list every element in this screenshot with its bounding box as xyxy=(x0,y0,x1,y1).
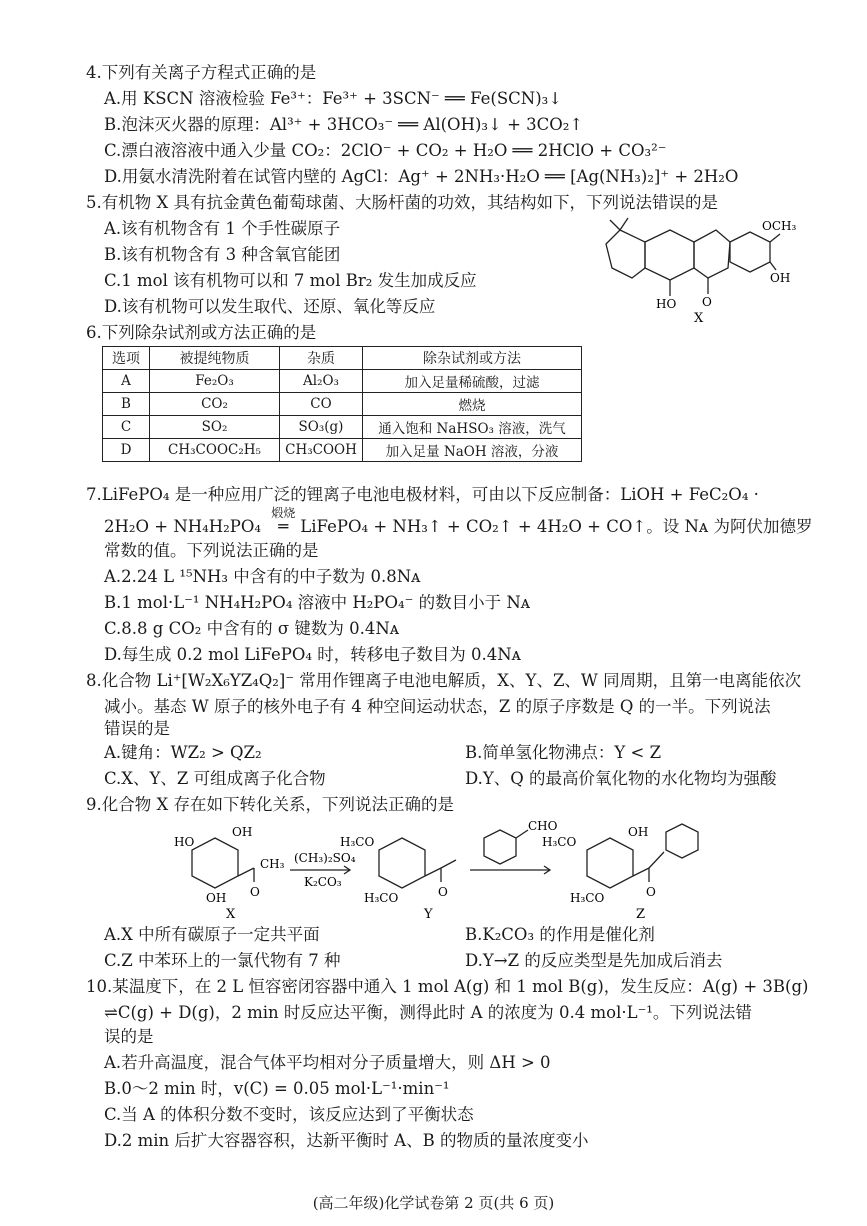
table-cell: CO₂ xyxy=(150,393,280,416)
q9-option-a: A.X 中所有碳原子一定共平面 xyxy=(104,925,320,944)
q9-reagent-2: K₂CO₃ xyxy=(304,875,342,889)
table-cell: 加入足量稀硫酸，过滤 xyxy=(363,370,582,393)
q8-option-b: B.简单氢化物沸点：Y < Z xyxy=(465,743,662,762)
q9-label-x: X xyxy=(226,907,236,922)
q5-label-o: O xyxy=(702,295,712,309)
q7-line-3: 常数的值。下列说法正确的是 xyxy=(104,541,319,560)
q9-x-ch3: CH₃ xyxy=(260,857,285,871)
q9-option-b: B.K₂CO₃ 的作用是催化剂 xyxy=(465,925,655,944)
q7-condition: 煅烧 xyxy=(271,506,296,520)
table-row xyxy=(103,416,582,439)
q9-option-d: D.Y→Z 的反应类型是先加成后消去 xyxy=(465,951,723,970)
q7-line-1: 7.LiFePO₄ 是一种应用广泛的锂离子电池电极材料，可由以下反应制备：LiOH + FeC₂O₄ · xyxy=(86,485,759,504)
q9-label-z: Z xyxy=(636,907,646,922)
q9-x-o: O xyxy=(250,885,260,899)
q9-y-h3co-top: H₃CO xyxy=(340,835,375,849)
table-cell: CO xyxy=(280,393,363,416)
q10-line-2: ⇌C(g) + D(g)，2 min 时反应达平衡，测得此时 A 的浓度为 0.4 mol·L⁻¹。下列说法错 xyxy=(104,1003,752,1022)
table-header-cell: 杂质 xyxy=(280,347,363,370)
q4-option-b: B.泡沫灭火器的原理：Al³⁺ + 3HCO₃⁻ ══ Al(OH)₃↓ + 3CO₂↑ xyxy=(104,115,584,134)
page-footer: (高二年级)化学试卷第 2 页(共 6 页) xyxy=(312,1194,555,1212)
table-cell: CH₃COOC₂H₅ xyxy=(150,439,280,462)
q4-stem: 4.下列有关离子方程式正确的是 xyxy=(86,63,317,82)
table-cell: SO₃(g) xyxy=(280,416,363,439)
table-header-cell: 选项 xyxy=(103,347,150,370)
q5-structure-diagram xyxy=(590,210,797,326)
q9-y-o: O xyxy=(438,885,448,899)
q9-option-c: C.Z 中苯环上的一氯代物有 7 种 xyxy=(104,951,341,970)
q5-option-d: D.该有机物可以发生取代、还原、氧化等反应 xyxy=(104,297,436,316)
q7-option-d: D.每生成 0.2 mol LiFePO₄ 时，转移电子数目为 0.4Nᴀ xyxy=(104,645,521,664)
table-header-cell: 被提纯物质 xyxy=(150,347,280,370)
q9-z-h3co-bottom: H₃CO xyxy=(570,891,605,905)
q7-line-2-left: 2H₂O + NH₄H₂PO₄ xyxy=(104,517,262,536)
q5-label-ho: HO xyxy=(656,297,677,311)
q9-label-y: Y xyxy=(424,907,433,922)
table-header-row xyxy=(103,347,582,370)
q10-option-a: A.若升高温度，混合气体平均相对分子质量增大，则 ΔH > 0 xyxy=(104,1053,551,1072)
q5-option-b: B.该有机物含有 3 种含氧官能团 xyxy=(104,245,341,264)
q10-option-c: C.当 A 的体积分数不变时，该反应达到了平衡状态 xyxy=(104,1105,474,1124)
table-cell: D xyxy=(103,439,150,462)
table-header-cell: 除杂试剂或方法 xyxy=(363,347,582,370)
q7-option-b: B.1 mol·L⁻¹ NH₄H₂PO₄ 溶液中 H₂PO₄⁻ 的数目小于 Nᴀ xyxy=(104,593,531,612)
q8-option-d: D.Y、Q 的最高价氧化物的水化物均为强酸 xyxy=(465,769,777,788)
q7-condition-arrow: 煅烧 ═ xyxy=(266,516,300,538)
q8-line-1: 8.化合物 Li⁺[W₂X₆YZ₄Q₂]⁻ 常用作锂离子电池电解质，X、Y、Z、W 同周期，且第一电离能依次 xyxy=(86,671,802,690)
q5-option-a: A.该有机物含有 1 个手性碳原子 xyxy=(104,219,341,238)
q10-line-3: 误的是 xyxy=(104,1027,154,1046)
table-row xyxy=(103,439,582,462)
table-cell: SO₂ xyxy=(150,416,280,439)
q7-line-2-right: LiFePO₄ + NH₃↑ + CO₂↑ + 4H₂O + CO↑。设 Nᴀ 为阿伏加德罗 xyxy=(300,517,813,536)
q9-stem: 9.化合物 X 存在如下转化关系，下列说法正确的是 xyxy=(86,795,454,814)
q7-line-2 xyxy=(104,506,813,538)
q8-line-2: 减小。基态 W 原子的核外电子有 4 种空间运动状态，Z 的原子序数是 Q 的一半。下列说法 xyxy=(104,697,771,716)
q9-reagent-3: CHO xyxy=(528,819,558,833)
q6-stem: 6.下列除杂试剂或方法正确的是 xyxy=(86,323,317,342)
q4-option-c: C.漂白液溶液中通入少量 CO₂：2ClO⁻ + CO₂ + H₂O ══ 2HClO + CO₃²⁻ xyxy=(104,141,667,160)
q5-label-och3: OCH₃ xyxy=(762,219,797,233)
q5-label-oh: OH xyxy=(770,271,791,285)
q9-z-o: O xyxy=(646,885,656,899)
q10-line-1: 10.某温度下，在 2 L 恒容密闭容器中通入 1 mol A(g) 和 1 mol B(g)，发生反应：A(g) + 3B(g) xyxy=(86,977,809,996)
q9-x-ho: HO xyxy=(174,835,195,849)
q9-reagent-1: (CH₃)₂SO₄ xyxy=(294,851,356,865)
q9-z-oh: OH xyxy=(628,825,649,839)
q9-y-h3co-bottom: H₃CO xyxy=(364,891,399,905)
q6-table xyxy=(102,346,582,462)
q10-option-b: B.0～2 min 时，v(C) = 0.05 mol·L⁻¹·min⁻¹ xyxy=(104,1079,450,1098)
table-cell: 通入饱和 NaHSO₃ 溶液，洗气 xyxy=(363,416,582,439)
q9-z-h3co-top: H₃CO xyxy=(542,835,577,849)
q7-option-c: C.8.8 g CO₂ 中含有的 σ 键数为 0.4Nᴀ xyxy=(104,619,400,638)
q9-x-oh-bottom: OH xyxy=(206,891,227,905)
q5-label-x: X xyxy=(694,311,704,326)
table-cell: CH₃COOH xyxy=(280,439,363,462)
q5-option-c: C.1 mol 该有机物可以和 7 mol Br₂ 发生加成反应 xyxy=(104,271,477,290)
table-cell: Fe₂O₃ xyxy=(150,370,280,393)
q10-option-d: D.2 min 后扩大容器容积，达新平衡时 A、B 的物质的量浓度变小 xyxy=(104,1131,589,1150)
table-row xyxy=(103,370,582,393)
q7-option-a: A.2.24 L ¹⁵NH₃ 中含有的中子数为 0.8Nᴀ xyxy=(104,567,421,586)
table-cell: 加入足量 NaOH 溶液，分液 xyxy=(363,439,582,462)
table-cell: C xyxy=(103,416,150,439)
q8-option-c: C.X、Y、Z 可组成离子化合物 xyxy=(104,769,326,788)
q9-x-oh-top: OH xyxy=(232,825,253,839)
q5-stem: 5.有机物 X 具有抗金黄色葡萄球菌、大肠杆菌的功效，其结构如下，下列说法错误的是 xyxy=(86,193,718,212)
q9-reaction-scheme xyxy=(170,818,730,920)
q8-option-a: A.键角：WZ₂ > QZ₂ xyxy=(104,743,262,762)
table-cell: 燃烧 xyxy=(363,393,582,416)
table-cell: Al₂O₃ xyxy=(280,370,363,393)
table-row xyxy=(103,393,582,416)
table-cell: B xyxy=(103,393,150,416)
q8-line-3: 错误的是 xyxy=(104,719,170,738)
q4-option-d: D.用氨水清洗附着在试管内壁的 AgCl：Ag⁺ + 2NH₃·H₂O ══ [Ag(NH₃)₂]⁺ + 2H₂O xyxy=(104,167,739,186)
table-cell: A xyxy=(103,370,150,393)
q4-option-a: A.用 KSCN 溶液检验 Fe³⁺：Fe³⁺ + 3SCN⁻ ══ Fe(SCN)₃↓ xyxy=(104,89,563,108)
